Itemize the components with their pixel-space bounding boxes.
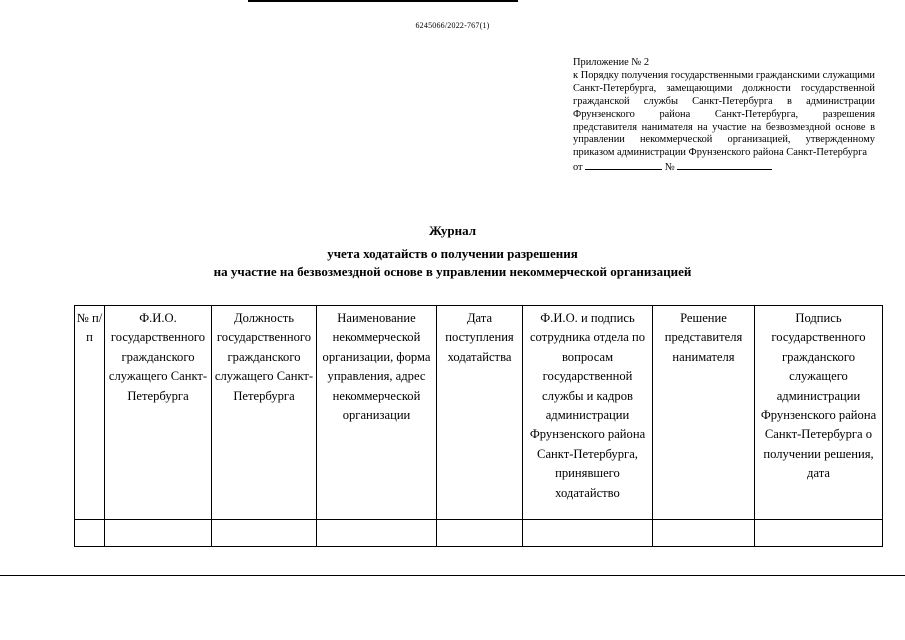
appendix-signature-line bbox=[573, 160, 875, 175]
table-cell bbox=[523, 520, 653, 547]
top-edge-rule bbox=[248, 0, 518, 2]
header-cell-number: № п/п bbox=[75, 306, 105, 520]
table-header-row bbox=[75, 306, 883, 520]
header-cell-organization: Наименование некоммерческой организации, форма управления, адрес некоммерческой организации bbox=[317, 306, 437, 520]
table-cell bbox=[653, 520, 755, 547]
number-blank bbox=[677, 160, 772, 170]
bottom-edge-rule bbox=[0, 575, 905, 576]
appendix-body: к Порядку получения государственными гражданскими служащими Санкт-Петербурга, замещающими должности государственной гражданской службы Санкт-Петербурга в администрации Фрунзенского района Санкт-Петербурга, разрешения представителя нанимателя на участие на безвозмездной основе в управлении некоммерческой организацией, утвержденному приказом администрации Фрунзенского района Санкт-Петербурга bbox=[573, 69, 875, 159]
header-cell-full-name: Ф.И.О. государственного гражданского служащего Санкт-Петербурга bbox=[105, 306, 212, 520]
table-cell bbox=[755, 520, 883, 547]
table-cell bbox=[75, 520, 105, 547]
header-cell-decision: Решение представителя нанимателя bbox=[653, 306, 755, 520]
appendix-block bbox=[573, 57, 875, 175]
journal-title: Журнал bbox=[429, 223, 476, 238]
date-blank bbox=[585, 160, 662, 170]
table-cell bbox=[212, 520, 317, 547]
journal-subtitle-line-1: учета ходатайств о получении разрешения bbox=[327, 246, 578, 261]
table-cell bbox=[105, 520, 212, 547]
appendix-title: Приложение № 2 bbox=[573, 57, 650, 68]
header-cell-position: Должность государственного гражданского служащего Санкт-Петербурга bbox=[212, 306, 317, 520]
table-cell bbox=[317, 520, 437, 547]
journal-subtitle-line-2: на участие на безвозмездной основе в управлении некоммерческой организацией bbox=[213, 264, 692, 279]
header-cell-signature: Подпись государственного гражданского служащего администрации Фрунзенского района Санкт-Петербурга о получении решения, дата bbox=[755, 306, 883, 520]
document-number: 6245066/2022-767(1) bbox=[415, 21, 490, 30]
header-cell-receipt-date: Дата поступления ходатайства bbox=[437, 306, 523, 520]
appendix-from-label: от bbox=[573, 162, 583, 174]
header-cell-receiver: Ф.И.О. и подпись сотрудника отдела по вопросам государственной службы и кадров администрации Фрунзенского района Санкт-Петербурга, принявшего ходатайство bbox=[523, 306, 653, 520]
table-cell bbox=[437, 520, 523, 547]
journal-table bbox=[74, 305, 883, 547]
appendix-number-label: № bbox=[664, 162, 675, 174]
table-row bbox=[75, 520, 883, 547]
